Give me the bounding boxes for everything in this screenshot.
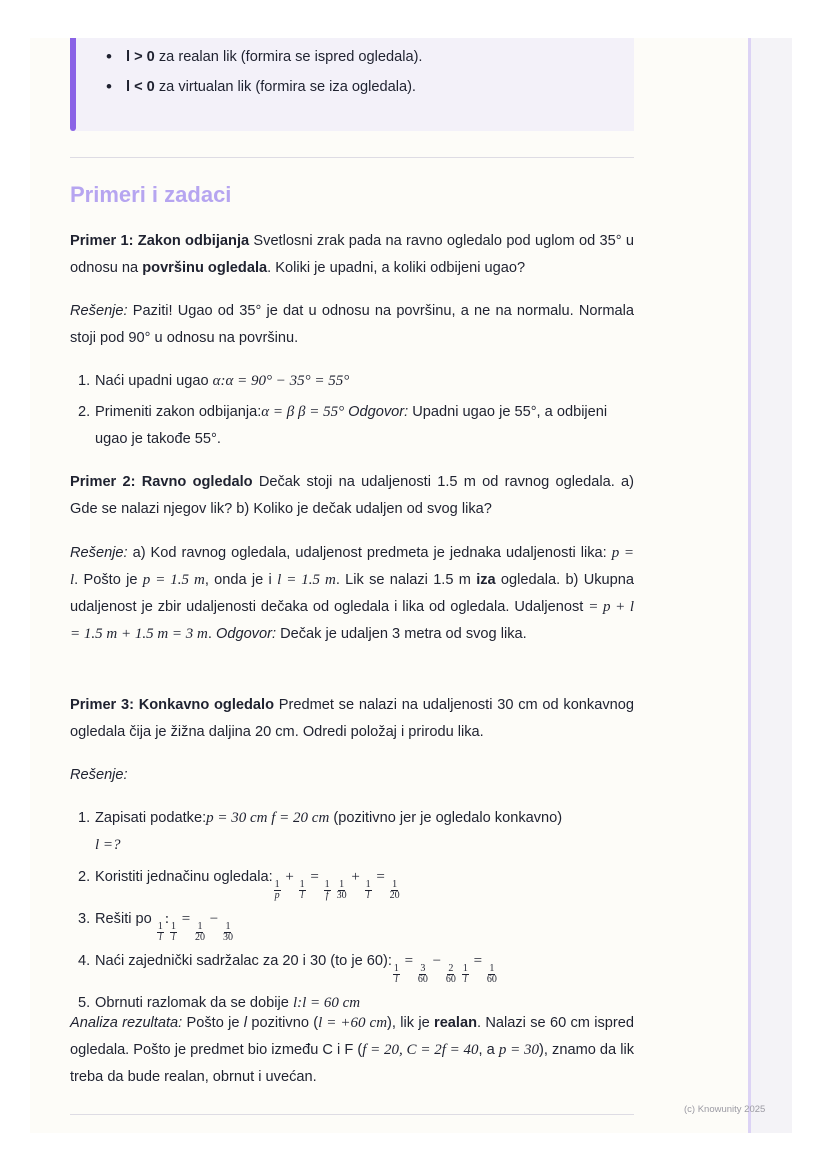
math: =	[400, 953, 417, 969]
text: . Lik se nalazi 1.5 m	[335, 572, 477, 588]
fraction: $\frac{1}{l}$	[393, 963, 399, 985]
example-1-steps	[70, 368, 634, 453]
math: l	[243, 1015, 248, 1031]
example-1-statement	[70, 228, 634, 282]
text: Upadni ugao je 55°, a odbijeni ugao je takođe 55°.	[95, 404, 608, 447]
math: p = 30	[498, 1042, 540, 1058]
text: Pošto je	[182, 1015, 244, 1031]
text: pozitivno (	[247, 1015, 319, 1031]
fraction: $\frac{1}{l}$	[171, 921, 177, 943]
analysis-label: Analiza rezultata:	[70, 1015, 183, 1031]
text: ), lik je	[387, 1015, 435, 1031]
math: =	[372, 869, 389, 885]
text: . Koliki je upadni, a koliki odbijeni ugao?	[267, 260, 526, 276]
fraction: $\frac{3}{60}$	[417, 963, 428, 985]
fraction: $\frac{1}{f}$	[324, 879, 330, 901]
steps-list	[70, 368, 634, 453]
math: :	[164, 911, 170, 927]
math: l =?	[95, 837, 121, 853]
solution-label: Rešenje:	[70, 545, 128, 561]
math: +	[347, 869, 364, 885]
step	[70, 948, 634, 985]
example-3-title: Primer 3: Konkavno ogledalo	[70, 697, 275, 713]
example-2-statement	[70, 469, 634, 523]
fraction: $\frac{1}{20}$	[389, 879, 400, 901]
text: ), znamo da lik treba da bude realan, obrnut i uvećan.	[70, 1042, 634, 1085]
text: Dečak stoji na udaljenosti 1.5 m od ravnog ogledala. a) Gde se nalazi njegov lik? b) Koliko je dečak udaljen od svog lika?	[70, 474, 634, 517]
divider	[70, 157, 634, 158]
step-number: 3.	[78, 911, 91, 927]
callout-list	[106, 42, 422, 102]
bold-text: realan	[434, 1015, 478, 1031]
analysis-text	[70, 1010, 634, 1091]
math: l = 1.5 m	[277, 572, 336, 588]
example-1-solution	[70, 298, 634, 352]
text: . Nalazi se 60 cm ispred ogledala. Pošto je predmet bio između C i F (	[70, 1015, 634, 1058]
divider	[70, 1114, 634, 1115]
math: α:α = 90° − 35° = 55°	[212, 373, 350, 389]
text: , a	[478, 1042, 499, 1058]
math: l = +60 cm	[318, 1015, 388, 1031]
math: p = l	[70, 545, 634, 588]
math: p = 30 cm f = 20 cm	[206, 810, 330, 826]
fraction: $\frac{1}{l}$	[462, 963, 468, 985]
callout-item	[106, 72, 422, 102]
fraction: $\frac{1}{l}$	[157, 921, 163, 943]
text: Svetlosni zrak pada na ravno ogledalo pod uglom od 35° u odnosu na	[70, 233, 634, 276]
text: (pozitivno jer je ogledalo konkavno)	[329, 810, 563, 826]
text: ogledala. b) Ukupna udaljenost je zbir udaljenosti dečaka od ogledala i lika od ogledala. Udaljenost	[70, 572, 634, 615]
callout-item	[106, 42, 422, 72]
step-number: 2.	[78, 869, 91, 885]
example-1	[70, 228, 634, 282]
text: . Pošto je	[74, 572, 143, 588]
fraction: $\frac{1}{30}$	[336, 879, 347, 901]
answer-label: Odgovor:	[348, 404, 409, 420]
callout-symbol: l > 0	[126, 49, 155, 65]
text: Rešiti po	[95, 911, 156, 927]
step-number: 1.	[78, 373, 91, 389]
example-2	[70, 469, 634, 523]
fraction: $\frac{1}{20}$	[194, 921, 205, 943]
math: α = β β = 55°	[261, 404, 345, 420]
steps-list	[70, 805, 634, 1017]
text: Obrnuti razlomak da se dobije	[95, 995, 293, 1011]
text: Paziti! Ugao od 35° je dat u odnosu na površinu, a ne na normalu. Normala stoji pod 90° u odnosu na površinu.	[70, 303, 634, 346]
section-heading: Primeri i zadaci	[70, 182, 232, 207]
callout-accent-bar	[70, 38, 76, 131]
bold-text: iza	[476, 572, 496, 588]
math: =	[469, 953, 486, 969]
example-3-statement	[70, 692, 634, 746]
answer-label: Odgovor:	[215, 626, 277, 642]
example-3-solution-label	[70, 762, 634, 789]
text: a) Kod ravnog ogledala, udaljenost predmeta je jednaka udaljenosti lika:	[127, 545, 612, 561]
fraction: $\frac{1}{p}$	[274, 879, 280, 901]
step	[70, 864, 634, 901]
text: Primeniti zakon odbijanja:	[95, 404, 262, 420]
text: Koristiti jednačinu ogledala:	[95, 869, 273, 885]
example-3	[70, 692, 634, 746]
side-line	[748, 38, 751, 1133]
math: −	[428, 953, 445, 969]
step	[70, 399, 634, 453]
step-number: 2.	[78, 404, 91, 420]
callout-symbol: l < 0	[126, 79, 155, 95]
fraction: $\frac{1}{l}$	[299, 879, 305, 901]
text: Naći upadni ugao	[95, 373, 213, 389]
callout-text: za virtualan lik (formira se iza ogledala).	[154, 79, 416, 95]
step-number: 4.	[78, 953, 91, 969]
example-3-steps	[70, 805, 634, 1017]
text: , onda je i	[204, 572, 278, 588]
math: f = 20, C = 2f = 40	[362, 1042, 479, 1058]
text: Dečak je udaljen 3 metra od svog lika.	[276, 626, 527, 642]
step-number: 1.	[78, 810, 91, 826]
callout-box	[70, 38, 634, 131]
text: Zapisati podatke:	[95, 810, 207, 826]
bold-text: površinu ogledala	[142, 260, 268, 276]
callout-text: za realan lik (formira se ispred ogledala).	[154, 49, 423, 65]
solution-label: Rešenje:	[70, 303, 128, 319]
step-number: 5.	[78, 995, 91, 1011]
fraction: $\frac{2}{60}$	[445, 963, 456, 985]
text: Predmet se nalazi na udaljenosti 30 cm od konkavnog ogledala čija je žižna daljina 20 cm. Odredi položaj i prirodu lika.	[70, 697, 634, 740]
text: .	[207, 626, 216, 642]
solution-text	[70, 762, 634, 789]
math: p = 1.5 m	[142, 572, 205, 588]
solution-text	[70, 540, 634, 648]
math: =	[178, 911, 194, 927]
math: −	[205, 911, 222, 927]
solution-label: Rešenje:	[70, 767, 128, 783]
math: = p + l = 1.5 m + 1.5 m = 3 m	[70, 599, 634, 642]
example-2-title: Primer 2: Ravno ogledalo	[70, 474, 253, 490]
example-3-analysis	[70, 1010, 634, 1091]
fraction: $\frac{1}{30}$	[222, 921, 233, 943]
example-2-solution	[70, 540, 634, 648]
text: Naći zajednički sadržalac za 20 i 30 (to je 60):	[95, 953, 392, 969]
math: +	[281, 869, 298, 885]
solution-text	[70, 298, 634, 352]
copyright-footer: (c) Knowunity 2025	[684, 1104, 766, 1115]
step	[70, 368, 634, 395]
math: l:l = 60 cm	[292, 995, 361, 1011]
side-strip	[748, 38, 792, 1133]
math: =	[306, 869, 323, 885]
fraction: $\frac{1}{60}$	[486, 963, 497, 985]
example-1-title: Primer 1: Zakon odbijanja	[70, 233, 250, 249]
step	[70, 805, 634, 859]
fraction: $\frac{1}{l}$	[365, 879, 371, 901]
step	[70, 906, 634, 943]
